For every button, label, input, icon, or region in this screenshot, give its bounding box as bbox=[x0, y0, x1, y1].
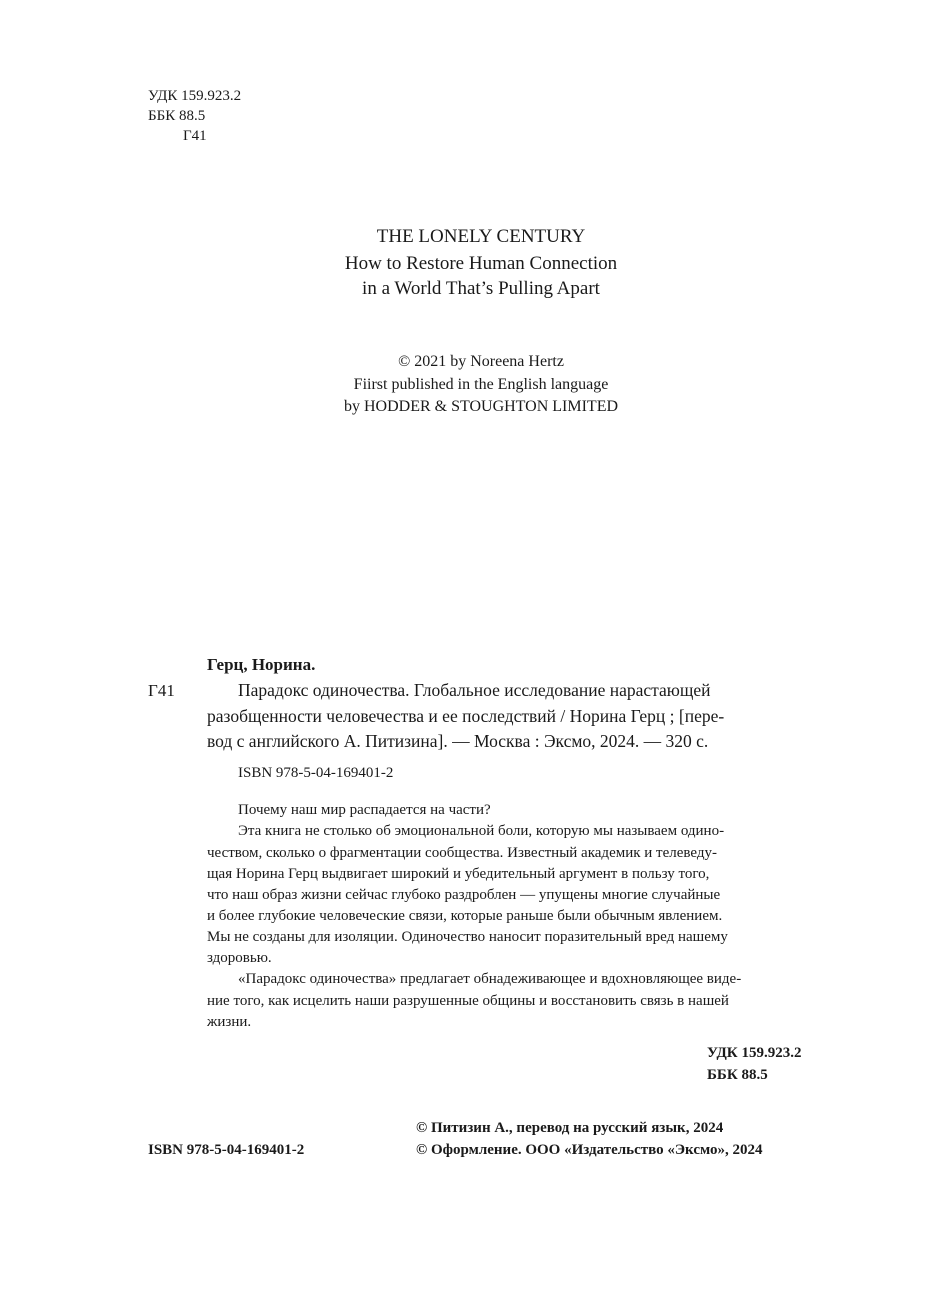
udk-code: УДК 159.923.2 bbox=[148, 88, 242, 104]
original-title: THE LONELY CENTURY bbox=[376, 226, 586, 247]
original-subtitle-line-2: in a World That’s Pulling Apart bbox=[362, 278, 600, 299]
original-copyright-line-3: by HODDER & STOUGHTON LIMITED bbox=[343, 398, 619, 415]
bottom-bbk: ББК 88.5 bbox=[707, 1067, 768, 1083]
annotation-line: щая Норина Герц выдвигает широкий и убедительный аргумент в пользу того, bbox=[207, 866, 710, 882]
record-shelf-code: Г41 bbox=[148, 681, 175, 700]
annotation-line: чеством, сколько о фрагментации сообщества. Известный академик и телеведу- bbox=[207, 845, 717, 861]
annotation-line: Мы не созданы для изоляции. Одиночество наносит поразительный вред нашему bbox=[207, 929, 728, 945]
bottom-isbn: ISBN 978-5-04-169401-2 bbox=[148, 1142, 305, 1158]
record-line-1: Парадокс одиночества. Глобальное исследование нарастающей bbox=[238, 680, 711, 700]
annotation-line: «Парадокс одиночества» предлагает обнадеживающее и вдохновляющее виде- bbox=[238, 971, 742, 987]
bbk-code: ББК 88.5 bbox=[148, 108, 206, 124]
author-sign: Г41 bbox=[183, 128, 207, 144]
annotation-line: жизни. bbox=[207, 1014, 252, 1030]
record-line-3: вод с английского А. Питизина]. — Москва : Эксмо, 2024. — 320 с. bbox=[207, 731, 709, 751]
record-isbn: ISBN 978-5-04-169401-2 bbox=[238, 765, 394, 781]
copyright-design: © Оформление. ООО «Издательство «Эксмо», 2024 bbox=[416, 1142, 763, 1158]
copyright-translation: © Питизин А., перевод на русский язык, 2024 bbox=[416, 1120, 724, 1136]
original-copyright-line-2: Fiirst published in the English language bbox=[353, 376, 609, 393]
annotation-line: что наш образ жизни сейчас глубоко раздроблен — упущены многие случайные bbox=[207, 887, 721, 903]
annotation-line: Почему наш мир распадается на части? bbox=[238, 802, 491, 818]
original-subtitle-line-1: How to Restore Human Connection bbox=[344, 253, 618, 274]
annotation-line: здоровью. bbox=[207, 950, 272, 966]
original-copyright-line-1: © 2021 by Noreena Hertz bbox=[398, 353, 564, 370]
record-author: Герц, Норина. bbox=[207, 655, 316, 674]
annotation-line: Эта книга не столько об эмоциональной боли, которую мы называем одино- bbox=[238, 823, 725, 839]
record-line-2: разобщенности человечества и ее последствий / Норина Герц ; [пере- bbox=[207, 706, 725, 726]
annotation-line: ние того, как исцелить наши разрушенные общины и восстановить связь в нашей bbox=[207, 993, 729, 1009]
annotation-line: и более глубокие человеческие связи, которые раньше были обычным явлением. bbox=[207, 908, 723, 924]
bottom-udk: УДК 159.923.2 bbox=[707, 1045, 802, 1061]
